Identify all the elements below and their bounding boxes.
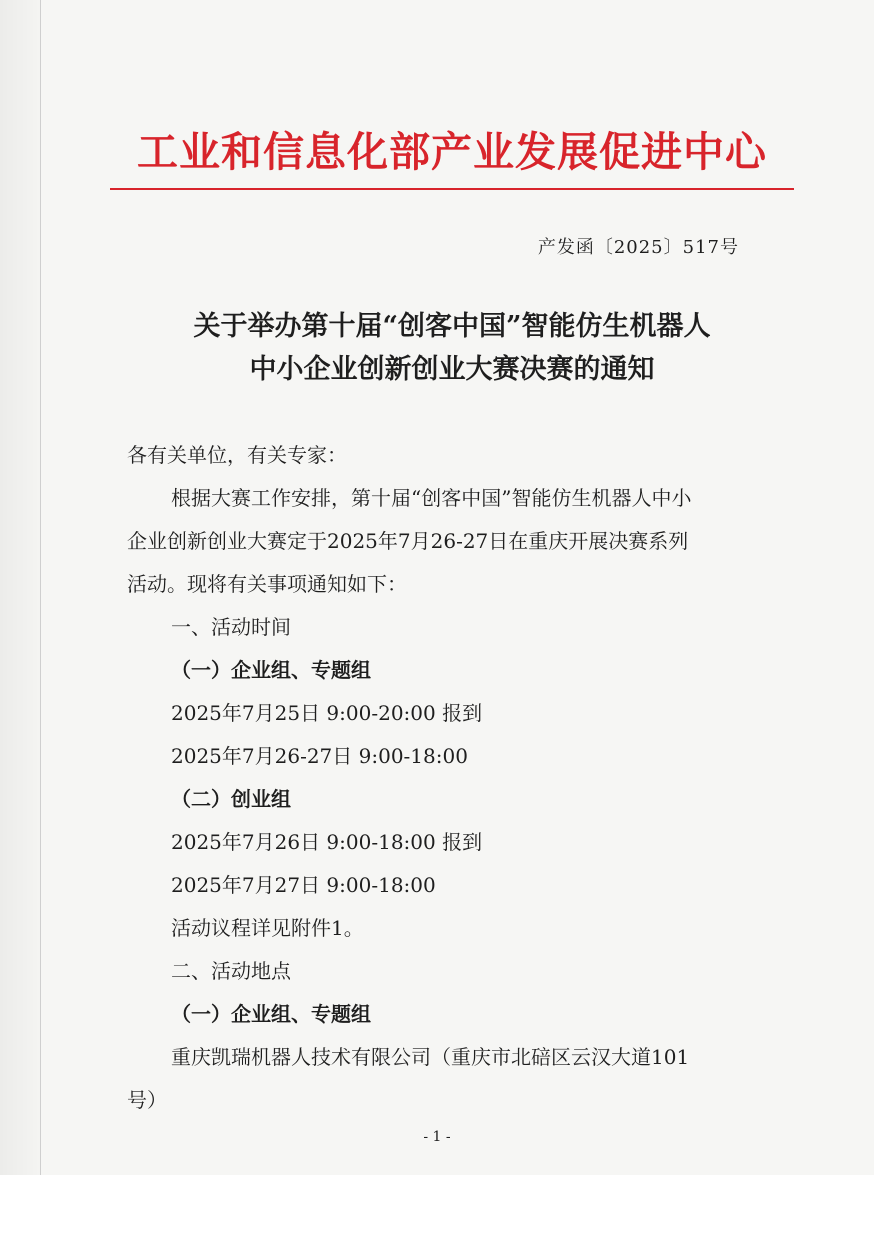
masthead: 工业和信息化部产业发展促进中心 [137,128,767,176]
masthead-red-rule [110,188,794,190]
title-line-1: 关于举办第十届“创客中国”智能仿生机器人 [193,311,711,342]
section-1-heading: 一、活动时间 [171,615,291,639]
scan-left-edge [40,0,41,1239]
page-number: - 1 - [423,1129,451,1145]
scan-bottom-area [0,1175,874,1239]
section-1-note: 活动议程详见附件1。 [171,916,364,940]
section-1-subheading-2: （二）创业组 [171,787,291,811]
section-2-subheading-1: （一）企业组、专题组 [171,1002,371,1026]
title-line-2: 中小企业创新创业大赛决赛的通知 [249,354,655,385]
intro-line-1: 根据大赛工作安排，第十届“创客中国”智能仿生机器人中小 [171,486,692,510]
salutation: 各有关单位，有关专家： [127,443,347,467]
section-1-item-3: 2025年7月26日 9:00-18:00 报到 [171,830,483,854]
intro-line-2: 企业创新创业大赛定于2025年7月26-27日在重庆开展决赛系列 [127,529,689,553]
document-number: 产发函〔2025〕517号 [537,237,739,258]
section-2-address-line-2: 号） [127,1088,167,1112]
section-1-subheading-1: （一）企业组、专题组 [171,658,371,682]
section-1-item-1: 2025年7月25日 9:00-20:00 报到 [171,701,483,725]
section-2-heading: 二、活动地点 [171,959,291,983]
section-1-item-2: 2025年7月26-27日 9:00-18:00 [171,744,468,768]
section-1-item-4: 2025年7月27日 9:00-18:00 [171,873,436,897]
section-2-address-line-1: 重庆凯瑞机器人技术有限公司（重庆市北碚区云汉大道101 [171,1045,690,1069]
scan-left-shadow [0,0,40,1239]
intro-line-3: 活动。现将有关事项通知如下： [127,572,407,596]
